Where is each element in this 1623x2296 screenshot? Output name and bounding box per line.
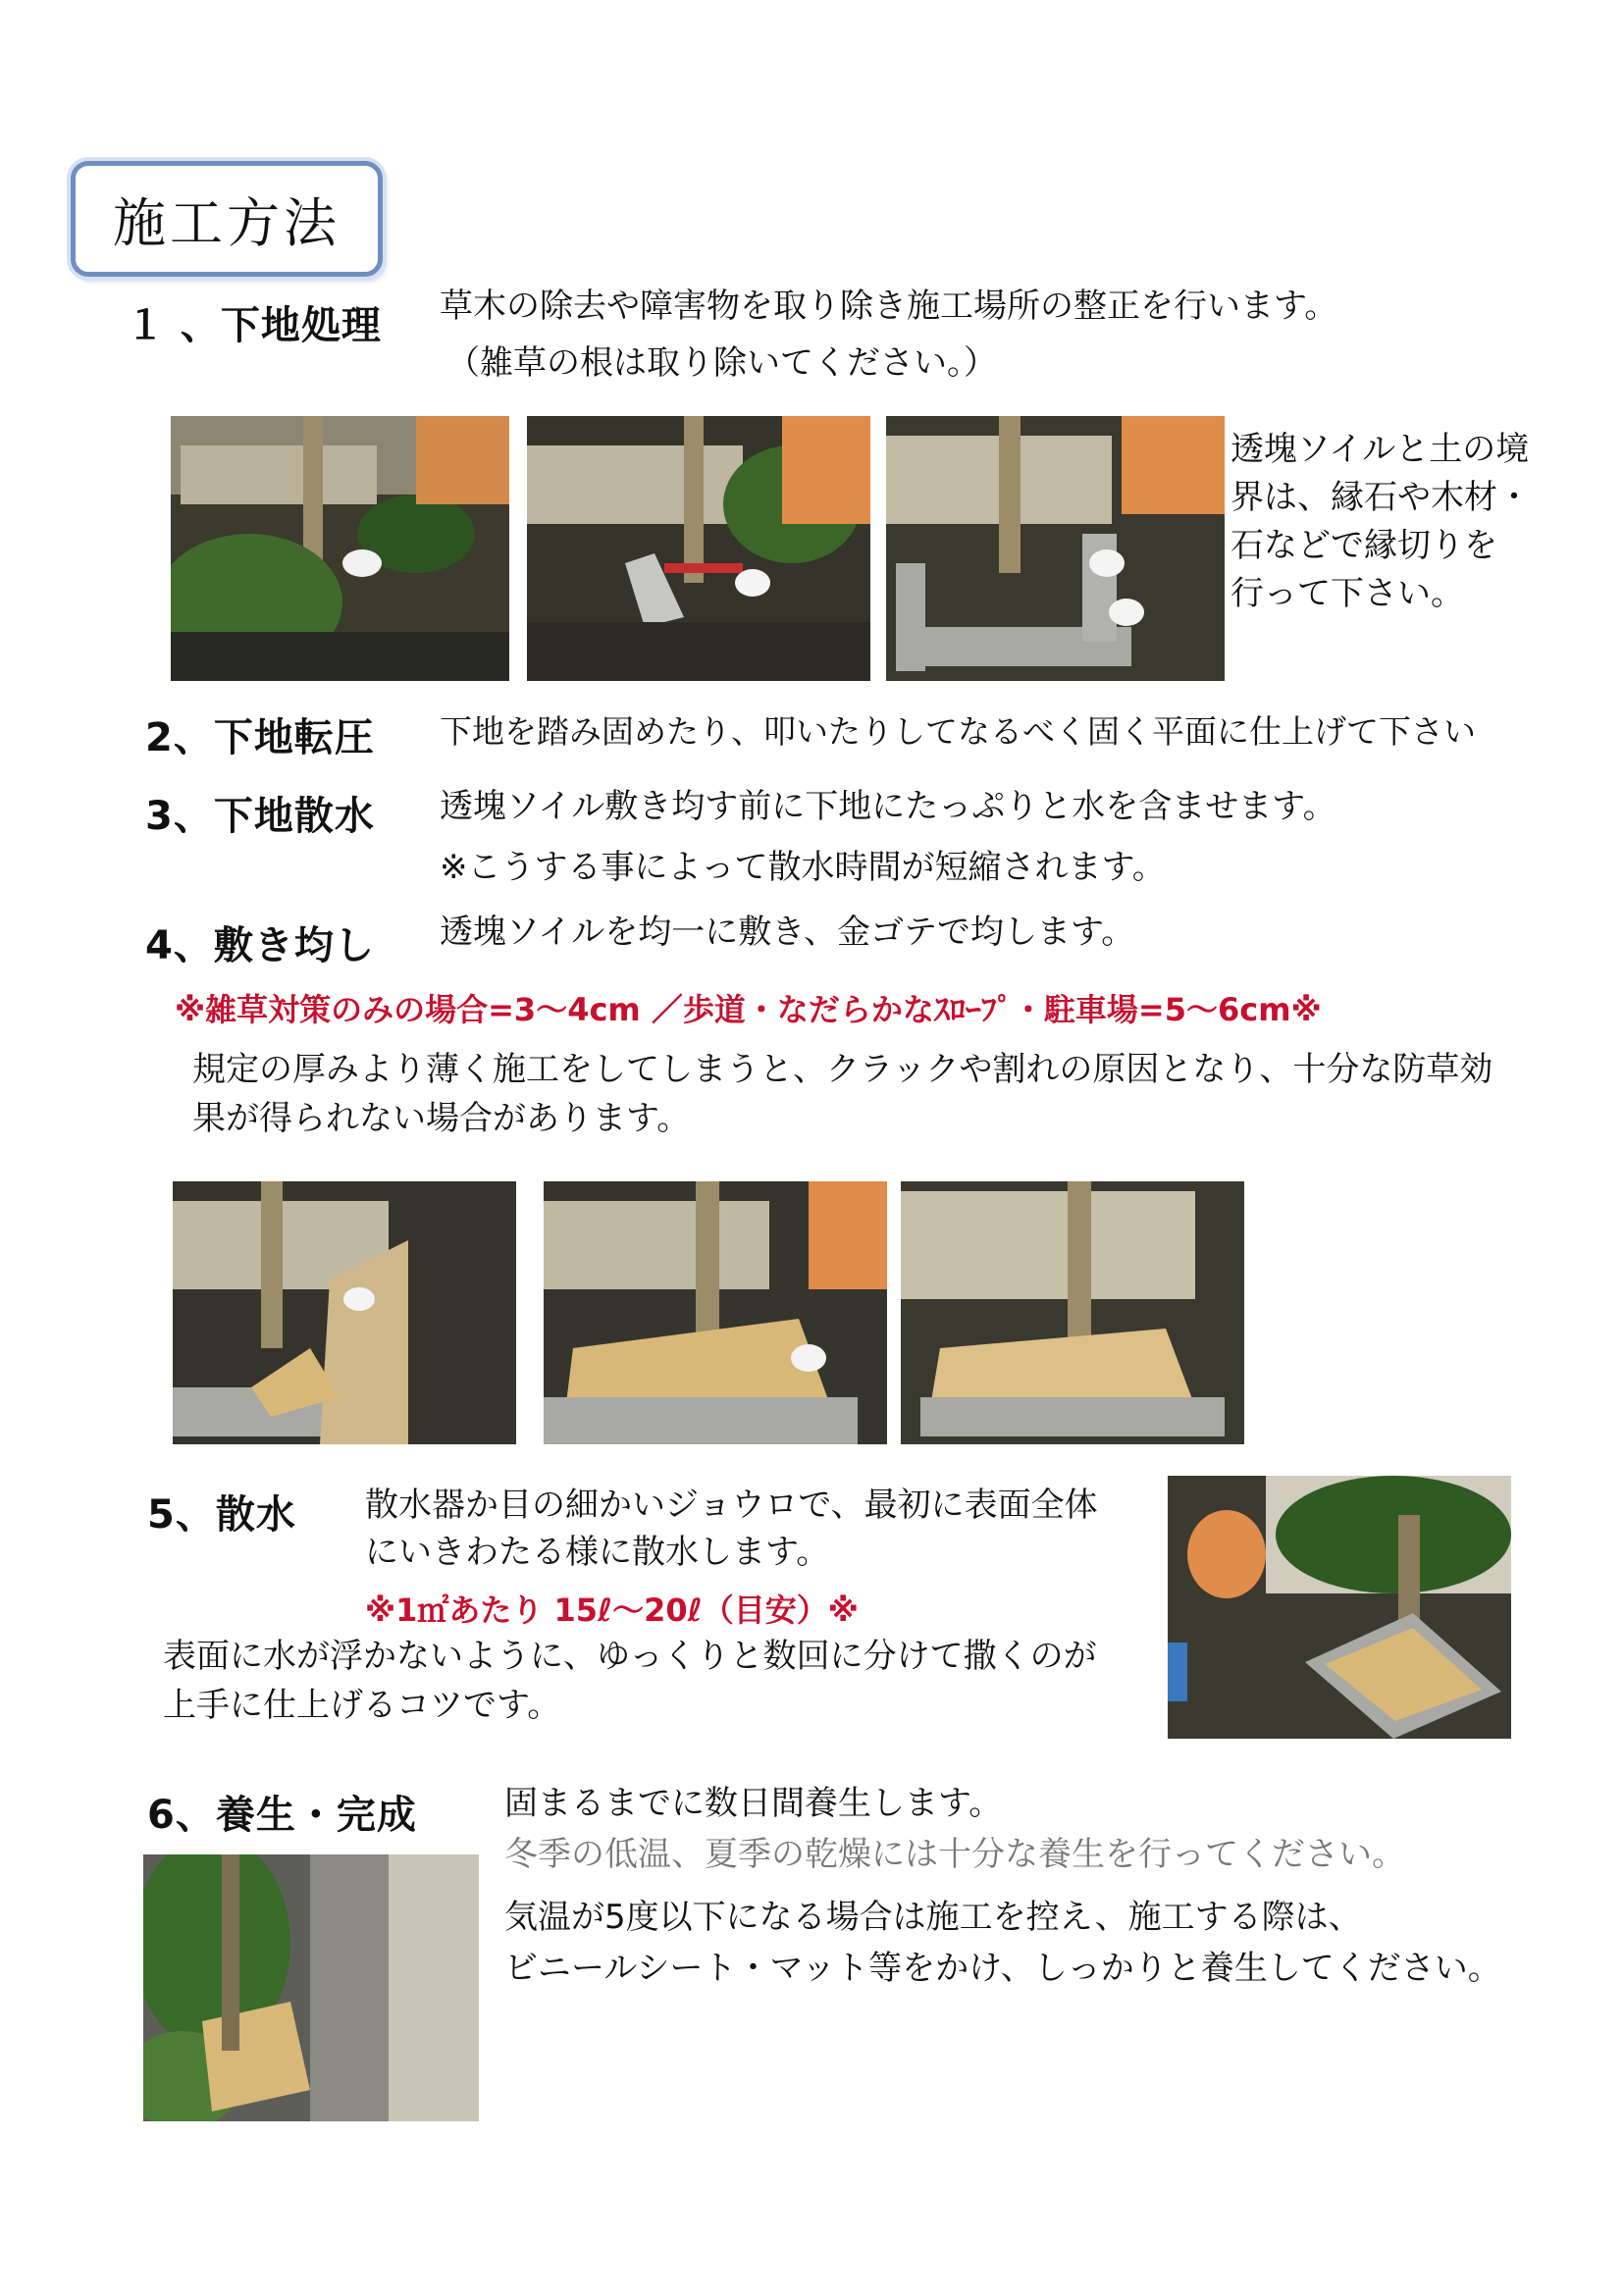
step6-photo <box>143 1854 479 2121</box>
step4-thickness-note: ※雑草対策のみの場合=3～4cm ／歩道・なだらかなｽﾛｰﾌﾟ・駐車場=5～6cm※ <box>175 991 1322 1028</box>
step6-text-line3: 気温が5度以下になる場合は施工を控え、施工する際は、 <box>504 1898 1362 1937</box>
step1-side-note-line3: 石などで縁切りを <box>1230 526 1497 565</box>
step5-heading: 5、散水 <box>147 1492 296 1538</box>
step1-photo-3 <box>886 416 1225 681</box>
step6-text-line1: 固まるまでに数日間養生します。 <box>504 1784 1003 1823</box>
step5-photo <box>1168 1476 1511 1739</box>
step5-water-amount: ※1㎡あたり 15ℓ～20ℓ（目安）※ <box>365 1592 859 1629</box>
step5-text-line2: にいきわたる様に散水します。 <box>365 1533 830 1572</box>
step2-heading: 2、下地転圧 <box>145 715 375 760</box>
step1-photo-1 <box>171 416 509 681</box>
step1-side-note-line4: 行って下さい。 <box>1230 574 1464 613</box>
step4-photo-3 <box>901 1181 1244 1444</box>
step1-heading: １ 、下地処理 <box>126 303 382 348</box>
step6-text-line2: 冬季の低温、夏季の乾燥には十分な養生を行ってください。 <box>504 1835 1405 1874</box>
page-title-box <box>71 161 383 277</box>
page-title: 施工方法 <box>113 191 340 254</box>
step5-text-line3: 表面に水が浮かないように、ゆっくりと数回に分けて撒くのが <box>163 1637 1097 1676</box>
step4-heading: 4、敷き均し <box>145 923 375 968</box>
step1-photo-2 <box>527 416 870 681</box>
step1-text: 草木の除去や障害物を取り除き施工場所の整正を行います。 <box>440 287 1338 326</box>
step4-warning-line1: 規定の厚みより薄く施工をしてしまうと、クラックや割れの原因となり、十分な防草効 <box>192 1050 1493 1089</box>
step4-text: 透塊ソイルを均一に敷き、金ゴテで均します。 <box>440 913 1135 952</box>
step4-photo-2 <box>544 1181 887 1444</box>
step1-text-note: （雑草の根は取り除いてください。） <box>446 343 997 383</box>
step5-text-line4: 上手に仕上げるコツです。 <box>163 1686 561 1725</box>
step6-text-line4: ビニールシート・マット等をかけ、しっかりと養生してください。 <box>504 1949 1501 1988</box>
step3-heading: 3、下地散水 <box>145 794 375 839</box>
step2-text: 下地を踏み固めたり、叩いたりしてなるべく固く平面に仕上げて下さい <box>440 712 1476 751</box>
step4-photo-1 <box>173 1181 516 1444</box>
step3-text: 透塊ソイル敷き均す前に下地にたっぷりと水を含ませます。 <box>440 787 1336 826</box>
step1-side-note-line2: 界は、縁石や木材・ <box>1230 478 1531 517</box>
step5-text-line1: 散水器か目の細かいジョウロで、最初に表面全体 <box>365 1486 1098 1525</box>
step1-side-note-line1: 透塊ソイルと土の境 <box>1230 430 1530 469</box>
step3-text-note: ※こうする事によって散水時間が短縮されます。 <box>440 848 1166 887</box>
step4-warning-line2: 果が得られない場合があります。 <box>192 1099 691 1138</box>
step6-heading: 6、養生・完成 <box>147 1793 417 1838</box>
